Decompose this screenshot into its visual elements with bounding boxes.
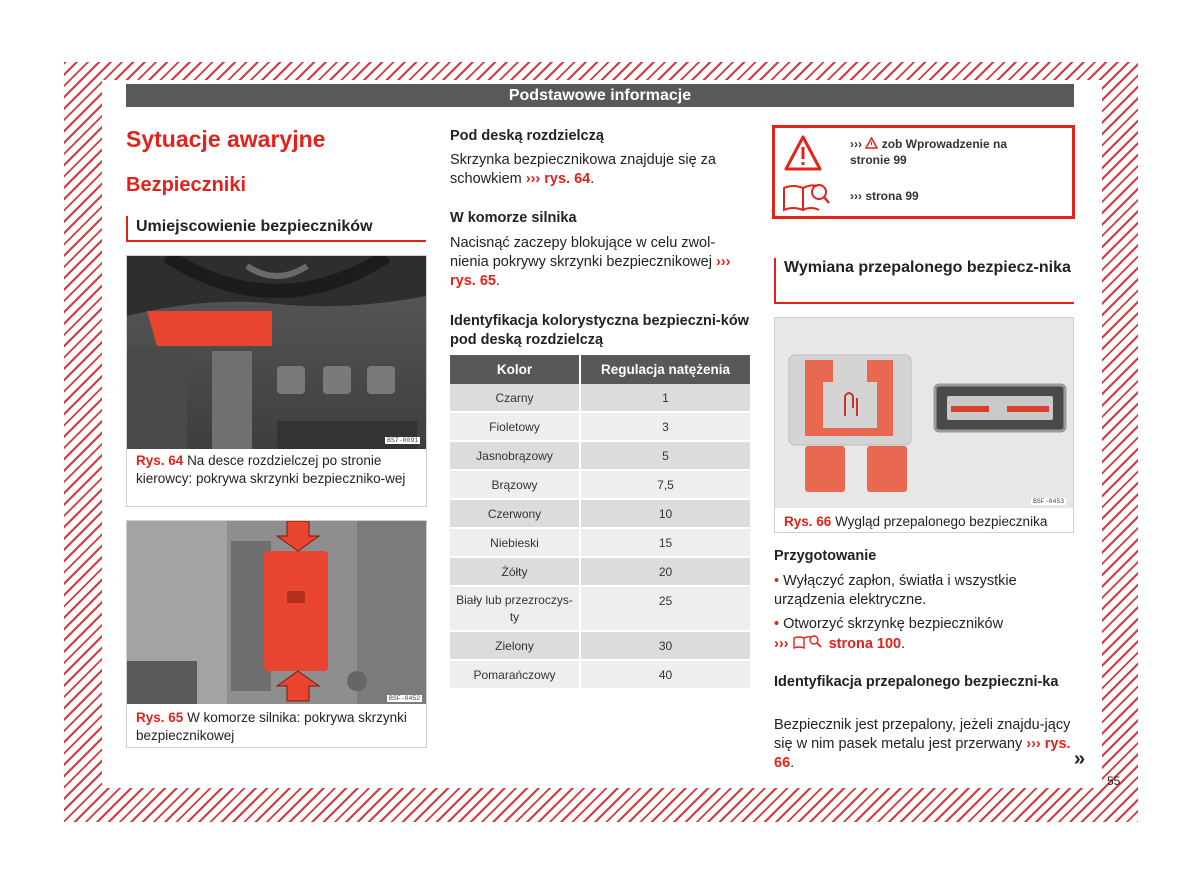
subsection-title-replace-fuse: Wymiana przepalonego bezpiecz-nika <box>774 258 1074 304</box>
table-header-color: Kolor <box>450 355 581 384</box>
table-cell-amperage: 7,5 <box>581 471 750 500</box>
figure-66-caption <box>784 513 1070 531</box>
ref-arrow: ››› <box>774 636 789 652</box>
ref-arrow: ››› <box>525 171 541 187</box>
table-cell-color: Zielony <box>450 632 581 661</box>
table-cell-color: Jasnobrązowy <box>450 442 581 471</box>
table-cell-color: Czerwony <box>450 500 581 529</box>
ref-link-rys-65[interactable]: rys. 65 <box>450 273 496 289</box>
figure-66-illustration <box>775 318 1073 508</box>
ref-arrow: ››› <box>850 189 862 203</box>
ref-link-strona-100[interactable]: strona 100 <box>828 636 902 652</box>
figure-64-code: BS7-0091 <box>387 437 419 444</box>
section-title: Bezpieczniki <box>126 174 247 196</box>
table-cell-color: Niebieski <box>450 529 581 558</box>
engine-bay-illustration <box>127 521 426 704</box>
warning-line <box>850 136 1050 168</box>
bullet-dot: • <box>774 573 780 589</box>
bullet-2 <box>774 615 1074 654</box>
section-header: Podstawowe informacje <box>126 84 1074 107</box>
ref-arrow: ››› <box>715 254 731 270</box>
fuse-color-table <box>450 355 750 690</box>
figure-65-caption <box>136 709 422 745</box>
subheading-preparation: Przygotowanie <box>774 548 877 564</box>
table-cell-color: Biały lub przezroczys-ty <box>450 587 581 632</box>
figure-66-code: BSF-0453 <box>1033 498 1065 505</box>
paragraph-identify-blown <box>774 716 1074 773</box>
ref-arrow: ››› <box>850 137 862 151</box>
dashboard-illustration <box>127 256 426 449</box>
subheading-engine-compartment: W komorze silnika <box>450 210 577 226</box>
book-magnifier-icon <box>781 180 831 214</box>
table-cell-amperage: 40 <box>581 661 750 690</box>
book-magnifier-icon <box>793 634 825 650</box>
figure-65-caption-text: W komorze silnika: pokrywa skrzynki bezpiecznikowej <box>136 710 407 743</box>
paragraph-under-dashboard <box>450 151 750 189</box>
table-row <box>450 500 750 529</box>
subsection-title: Umiejscowienie bezpieczników <box>126 216 426 242</box>
bullet-dot: • <box>774 616 780 632</box>
table-cell-color: Żółty <box>450 558 581 587</box>
figure-64-label: Rys. 64 <box>136 453 184 468</box>
table-cell-color: Pomarańczowy <box>450 661 581 690</box>
table-row <box>450 529 750 558</box>
blown-fuse-illustration <box>775 318 1073 508</box>
table-cell-amperage: 3 <box>581 413 750 442</box>
table-cell-amperage: 20 <box>581 558 750 587</box>
table-cell-color: Fioletowy <box>450 413 581 442</box>
page-number: 55 <box>1107 774 1121 788</box>
table-row <box>450 384 750 413</box>
ref-link-rys-64[interactable]: rys. 64 <box>544 171 591 187</box>
figure-65-code: BSF-0452 <box>389 695 421 702</box>
info-line <box>850 189 919 203</box>
table-cell-amperage: 10 <box>581 500 750 529</box>
table-row <box>450 661 750 690</box>
subheading-under-dashboard: Pod deską rozdzielczą <box>450 128 604 144</box>
paragraph-text: Nacisnąć zaczepy blokujące w celu zwol-nienia pokrywy skrzynki bezpiecznikowej <box>450 235 716 270</box>
paragraph-text: Bezpiecznik jest przepalony, jeżeli znajdu-jący się w nim pasek metalu jest przerwany <box>774 717 1071 752</box>
figure-66 <box>774 317 1074 533</box>
info-ref-link[interactable]: strona 99 <box>865 189 919 203</box>
figure-64-caption <box>136 452 422 488</box>
broken-strip-left <box>951 406 989 412</box>
paragraph-engine-compartment <box>450 234 750 291</box>
ref-link-rys-66[interactable]: rys. 66 <box>774 736 1071 771</box>
figure-64 <box>126 255 427 507</box>
subheading-color-identification: Identyfikacja kolorystyczna bezpieczni-ków pod deską rozdzielczą <box>450 313 749 348</box>
paragraph-end: . <box>901 636 906 652</box>
figure-65-label: Rys. 65 <box>136 710 184 725</box>
figure-66-caption-text: Wygląd przepalonego bezpiecznika <box>835 514 1048 529</box>
table-cell-amperage: 1 <box>581 384 750 413</box>
table-cell-amperage: 5 <box>581 442 750 471</box>
table-cell-color: Brązowy <box>450 471 581 500</box>
table-cell-amperage: 25 <box>581 587 750 632</box>
continue-arrow-icon: » <box>1074 748 1086 770</box>
figure-65 <box>126 520 427 748</box>
paragraph-end: . <box>590 171 595 187</box>
figure-65-illustration <box>127 521 426 704</box>
warning-box <box>772 125 1075 219</box>
table-row <box>450 587 750 632</box>
table-header-amperage: Regulacja natężenia <box>581 355 750 384</box>
figure-66-label: Rys. 66 <box>784 514 832 529</box>
table-header-row <box>450 355 750 384</box>
table-row <box>450 442 750 471</box>
paragraph-end: . <box>495 273 500 289</box>
bullet-1 <box>774 572 1074 610</box>
warning-triangle-icon <box>783 134 823 172</box>
chapter-title: Sytuacje awaryjne <box>126 126 326 152</box>
figure-64-caption-text: Na desce rozdzielczej po stronie kierowcy: pokrywa skrzynki bezpieczniko-wej <box>136 453 406 486</box>
table-cell-amperage: 15 <box>581 529 750 558</box>
table-row <box>450 632 750 661</box>
fuse-box-cover-highlight <box>264 551 328 671</box>
figure-64-illustration <box>127 256 426 449</box>
paragraph-end: . <box>790 755 795 771</box>
bullet-2-text: Otworzyć skrzynkę bezpieczników <box>783 616 1004 632</box>
warning-ref-link[interactable]: zob Wprowadzenie na stronie 99 <box>850 137 1008 167</box>
bullet-1-text: Wyłączyć zapłon, światła i wszystkie urządzenia elektryczne. <box>774 573 1017 608</box>
broken-strip-right <box>1007 406 1049 412</box>
table-cell-amperage: 30 <box>581 632 750 661</box>
paragraph-text: Skrzynka bezpiecznikowa znajduje się za schowkiem <box>450 152 716 187</box>
table-row <box>450 471 750 500</box>
small-warning-icon <box>865 137 878 149</box>
fuse-cover-highlight <box>147 311 272 346</box>
table-row <box>450 558 750 587</box>
subheading-identify-blown: Identyfikacja przepalonego bezpieczni-ka <box>774 674 1059 690</box>
table-cell-color: Czarny <box>450 384 581 413</box>
ref-arrow: ››› <box>1026 736 1041 752</box>
table-row <box>450 413 750 442</box>
